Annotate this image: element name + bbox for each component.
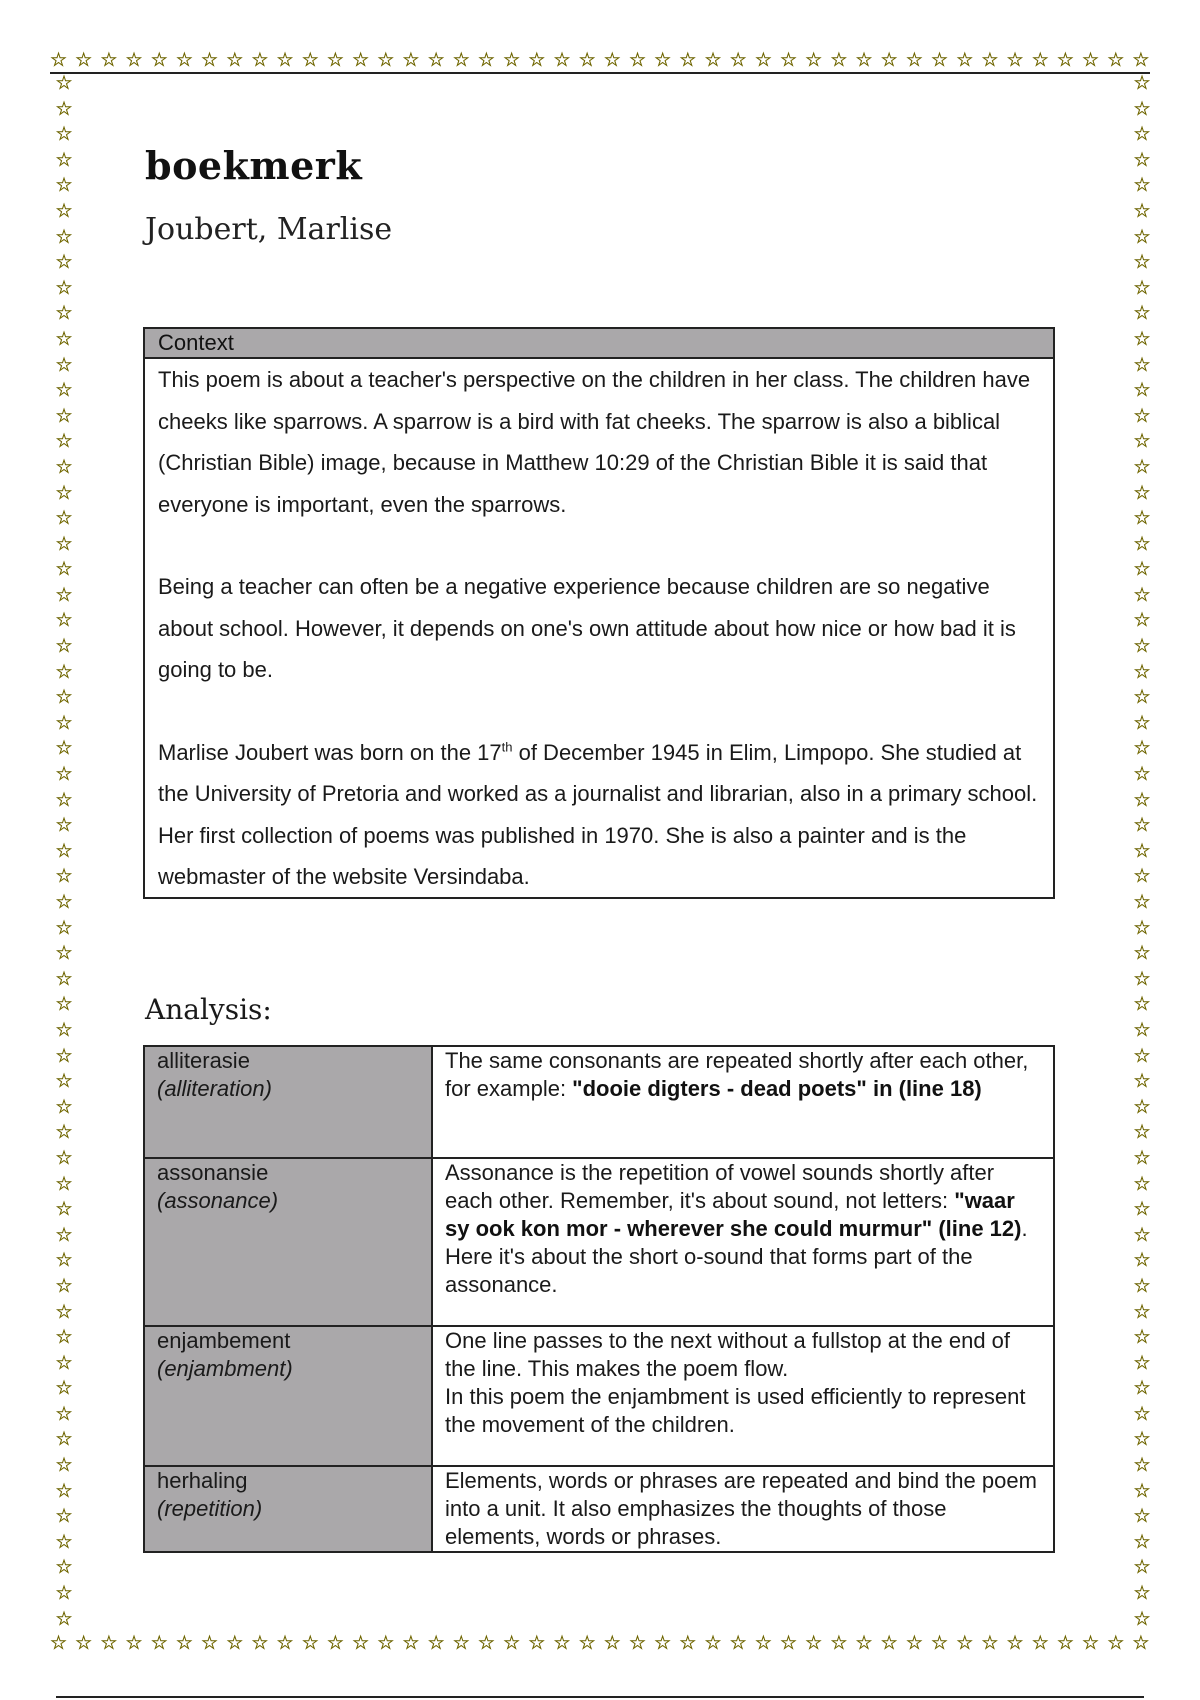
description-cell	[432, 1466, 1054, 1552]
star-icon: ☆	[402, 1631, 420, 1654]
star-icon: ☆	[55, 660, 73, 683]
description-text: . Here it's about the short o-sound that forms part of the assonance.	[445, 1216, 1028, 1297]
star-icon: ☆	[55, 1121, 73, 1144]
star-icon: ☆	[1133, 635, 1151, 658]
star-icon: ☆	[100, 48, 118, 71]
star-icon: ☆	[628, 48, 646, 71]
star-icon: ☆	[201, 1631, 219, 1654]
star-icon: ☆	[55, 1454, 73, 1477]
star-icon: ☆	[754, 1631, 772, 1654]
star-icon: ☆	[55, 1223, 73, 1246]
star-icon: ☆	[1132, 48, 1150, 71]
star-icon: ☆	[855, 1631, 873, 1654]
star-icon: ☆	[50, 1631, 68, 1654]
star-icon: ☆	[956, 1631, 974, 1654]
star-icon: ☆	[55, 583, 73, 606]
term-name: assonansie	[157, 1160, 269, 1185]
star-icon: ☆	[1133, 1402, 1151, 1425]
context-body	[145, 359, 1053, 898]
star-icon: ☆	[503, 48, 521, 71]
star-icon: ☆	[1133, 430, 1151, 453]
star-icon: ☆	[1133, 97, 1151, 120]
star-icon: ☆	[1133, 583, 1151, 606]
star-icon: ☆	[1133, 865, 1151, 888]
star-icon: ☆	[55, 788, 73, 811]
star-icon: ☆	[729, 48, 747, 71]
star-icon: ☆	[55, 1556, 73, 1579]
star-icon: ☆	[704, 1631, 722, 1654]
star-icon: ☆	[1133, 1274, 1151, 1297]
star-icon: ☆	[55, 72, 73, 94]
star-icon: ☆	[175, 48, 193, 71]
star-icon: ☆	[503, 1631, 521, 1654]
star-icon: ☆	[1133, 1146, 1151, 1169]
star-icon: ☆	[251, 48, 269, 71]
star-icon: ☆	[603, 48, 621, 71]
star-icon: ☆	[55, 865, 73, 888]
star-icon: ☆	[427, 1631, 445, 1654]
star-icon: ☆	[301, 48, 319, 71]
star-icon: ☆	[931, 1631, 949, 1654]
star-icon: ☆	[1133, 737, 1151, 760]
star-icon: ☆	[1133, 814, 1151, 837]
star-icon: ☆	[452, 48, 470, 71]
table-row	[144, 1158, 1054, 1326]
star-icon: ☆	[55, 1351, 73, 1374]
star-icon: ☆	[226, 48, 244, 71]
analysis-table	[143, 1045, 1055, 1553]
star-icon: ☆	[1082, 48, 1100, 71]
table-row	[144, 1046, 1054, 1158]
star-icon: ☆	[553, 1631, 571, 1654]
star-icon: ☆	[55, 1402, 73, 1425]
star-icon: ☆	[905, 48, 923, 71]
star-icon: ☆	[55, 174, 73, 197]
star-icon: ☆	[1133, 1300, 1151, 1323]
description-cell	[432, 1326, 1054, 1466]
context-paragraph: Being a teacher can often be a negative experience because children are so negative about school. However, it depends on one's own attitude about how nice or how bad it is going to be.	[158, 574, 1016, 682]
star-icon: ☆	[251, 1631, 269, 1654]
star-icon: ☆	[150, 1631, 168, 1654]
description-cell	[432, 1046, 1054, 1158]
bio-ordinal-suffix: th	[501, 739, 513, 755]
star-icon: ☆	[301, 1631, 319, 1654]
star-icon: ☆	[55, 711, 73, 734]
star-icon: ☆	[352, 48, 370, 71]
star-icon: ☆	[55, 302, 73, 325]
star-icon: ☆	[226, 1631, 244, 1654]
star-icon: ☆	[1133, 916, 1151, 939]
star-icon: ☆	[75, 1631, 93, 1654]
star-icon: ☆	[1133, 353, 1151, 376]
star-icon: ☆	[55, 1607, 73, 1630]
star-icon: ☆	[55, 1326, 73, 1349]
star-icon: ☆	[1133, 942, 1151, 965]
star-icon: ☆	[55, 353, 73, 376]
star-icon: ☆	[1133, 72, 1151, 94]
star-icon: ☆	[1133, 455, 1151, 478]
star-icon: ☆	[1133, 660, 1151, 683]
star-border-bottom	[50, 1631, 1150, 1655]
star-icon: ☆	[553, 48, 571, 71]
page-title: boekmerk	[145, 143, 363, 188]
star-icon: ☆	[1133, 148, 1151, 171]
star-icon: ☆	[276, 1631, 294, 1654]
star-icon: ☆	[805, 1631, 823, 1654]
star-icon: ☆	[830, 1631, 848, 1654]
star-icon: ☆	[55, 148, 73, 171]
star-icon: ☆	[1133, 1326, 1151, 1349]
star-icon: ☆	[55, 1582, 73, 1605]
star-icon: ☆	[55, 993, 73, 1016]
star-icon: ☆	[1133, 532, 1151, 555]
star-icon: ☆	[55, 1044, 73, 1067]
star-icon: ☆	[1133, 993, 1151, 1016]
star-icon: ☆	[1133, 327, 1151, 350]
star-icon: ☆	[452, 1631, 470, 1654]
star-icon: ☆	[1133, 1351, 1151, 1374]
star-icon: ☆	[1133, 1172, 1151, 1195]
star-icon: ☆	[125, 48, 143, 71]
star-icon: ☆	[1133, 379, 1151, 402]
star-icon: ☆	[956, 48, 974, 71]
star-icon: ☆	[1133, 302, 1151, 325]
star-icon: ☆	[1133, 1095, 1151, 1118]
star-icon: ☆	[55, 942, 73, 965]
star-icon: ☆	[1133, 891, 1151, 913]
star-icon: ☆	[201, 48, 219, 71]
context-paragraph: This poem is about a teacher's perspective on the children in her class. The children have cheeks like sparrows. A sparrow is a bird with fat cheeks. The sparrow is also a biblical (Christian Bible) image, because in Matthew 10:29 of the Christian Bible it is said that everyone is important, even the sparrows.	[158, 367, 1031, 517]
star-border-left	[52, 74, 76, 1629]
star-icon: ☆	[981, 1631, 999, 1654]
star-icon: ☆	[55, 276, 73, 299]
star-icon: ☆	[830, 48, 848, 71]
star-icon: ☆	[55, 327, 73, 350]
table-row	[144, 1466, 1054, 1552]
star-icon: ☆	[55, 1274, 73, 1297]
star-icon: ☆	[75, 48, 93, 71]
star-icon: ☆	[1133, 251, 1151, 274]
star-icon: ☆	[55, 814, 73, 837]
star-border-right	[1130, 74, 1154, 1629]
star-icon: ☆	[55, 1146, 73, 1169]
star-icon: ☆	[55, 430, 73, 453]
star-icon: ☆	[477, 48, 495, 71]
star-icon: ☆	[1133, 1607, 1151, 1630]
star-icon: ☆	[1056, 1631, 1074, 1654]
star-icon: ☆	[1107, 1631, 1125, 1654]
star-icon: ☆	[125, 1631, 143, 1654]
star-icon: ☆	[603, 1631, 621, 1654]
star-icon: ☆	[1132, 1631, 1150, 1654]
star-icon: ☆	[1133, 967, 1151, 990]
star-icon: ☆	[1133, 1428, 1151, 1451]
star-icon: ☆	[1006, 1631, 1024, 1654]
term-translation: (enjambment)	[157, 1356, 293, 1381]
star-icon: ☆	[55, 481, 73, 504]
star-icon: ☆	[1133, 199, 1151, 222]
star-icon: ☆	[55, 1428, 73, 1451]
term-name: enjambement	[157, 1328, 291, 1353]
star-icon: ☆	[55, 1249, 73, 1272]
star-icon: ☆	[578, 1631, 596, 1654]
star-icon: ☆	[50, 48, 68, 71]
star-icon: ☆	[1031, 1631, 1049, 1654]
star-icon: ☆	[55, 1018, 73, 1041]
star-icon: ☆	[55, 1479, 73, 1502]
star-icon: ☆	[1133, 276, 1151, 299]
star-icon: ☆	[679, 1631, 697, 1654]
star-icon: ☆	[55, 609, 73, 632]
star-icon: ☆	[477, 1631, 495, 1654]
star-icon: ☆	[55, 737, 73, 760]
star-icon: ☆	[55, 1172, 73, 1195]
star-icon: ☆	[55, 1070, 73, 1093]
star-icon: ☆	[1133, 225, 1151, 248]
star-icon: ☆	[1056, 48, 1074, 71]
star-icon: ☆	[55, 1530, 73, 1553]
star-icon: ☆	[805, 48, 823, 71]
term-translation: (repetition)	[157, 1496, 263, 1521]
star-icon: ☆	[55, 1300, 73, 1323]
star-icon: ☆	[55, 404, 73, 427]
author-name: Joubert, Marlise	[145, 212, 393, 247]
bio-text-start: Marlise Joubert was born on the 17	[158, 739, 502, 765]
star-icon: ☆	[1133, 1121, 1151, 1144]
term-cell	[144, 1466, 432, 1552]
star-icon: ☆	[1133, 481, 1151, 504]
star-icon: ☆	[55, 455, 73, 478]
star-icon: ☆	[1107, 48, 1125, 71]
star-icon: ☆	[1133, 711, 1151, 734]
analysis-heading: Analysis:	[145, 993, 272, 1026]
term-cell	[144, 1326, 432, 1466]
star-icon: ☆	[880, 1631, 898, 1654]
star-icon: ☆	[1133, 507, 1151, 530]
star-icon: ☆	[528, 1631, 546, 1654]
star-icon: ☆	[1133, 1582, 1151, 1605]
star-border-top	[50, 48, 1150, 74]
star-icon: ☆	[55, 1505, 73, 1528]
star-icon: ☆	[1133, 404, 1151, 427]
star-icon: ☆	[55, 251, 73, 274]
footer-rule	[56, 1696, 1144, 1698]
star-icon: ☆	[1133, 1018, 1151, 1041]
star-icon: ☆	[377, 48, 395, 71]
star-icon: ☆	[55, 1095, 73, 1118]
star-icon: ☆	[55, 839, 73, 862]
star-icon: ☆	[905, 1631, 923, 1654]
description-text: Assonance is the repetition of vowel sounds shortly after each other. Remember, it's about sound, not letters:	[445, 1160, 995, 1213]
star-icon: ☆	[1133, 1454, 1151, 1477]
star-icon: ☆	[628, 1631, 646, 1654]
star-icon: ☆	[55, 532, 73, 555]
star-icon: ☆	[352, 1631, 370, 1654]
term-name: alliterasie	[157, 1048, 250, 1073]
star-icon: ☆	[1133, 1530, 1151, 1553]
star-icon: ☆	[1133, 763, 1151, 786]
star-icon: ☆	[55, 916, 73, 939]
star-icon: ☆	[55, 97, 73, 120]
star-icon: ☆	[150, 48, 168, 71]
star-icon: ☆	[1133, 1505, 1151, 1528]
description-text: In this poem the enjambment is used efficiently to represent the movement of the children.	[445, 1384, 1026, 1437]
star-icon: ☆	[855, 48, 873, 71]
star-icon: ☆	[779, 48, 798, 71]
star-icon: ☆	[1133, 174, 1151, 197]
star-icon: ☆	[779, 1631, 798, 1654]
star-icon: ☆	[1133, 1556, 1151, 1579]
example-quote: "dooie digters - dead poets" in (line 18)	[572, 1076, 982, 1101]
star-icon: ☆	[654, 48, 672, 71]
star-icon: ☆	[1082, 1631, 1100, 1654]
term-cell	[144, 1046, 432, 1158]
star-icon: ☆	[55, 763, 73, 786]
star-icon: ☆	[55, 686, 73, 709]
star-icon: ☆	[1133, 123, 1151, 146]
star-icon: ☆	[679, 48, 697, 71]
star-icon: ☆	[528, 48, 546, 71]
context-box	[143, 327, 1055, 899]
star-icon: ☆	[1133, 1223, 1151, 1246]
description-text: Elements, words or phrases are repeated and bind the poem into a unit. It also emphasizes the thoughts of those elements, words or phrases.	[445, 1468, 1037, 1549]
star-icon: ☆	[1031, 48, 1049, 71]
star-icon: ☆	[1133, 1377, 1151, 1400]
star-icon: ☆	[427, 48, 445, 71]
context-bio-paragraph	[158, 732, 1041, 898]
star-icon: ☆	[704, 48, 722, 71]
star-icon: ☆	[55, 1198, 73, 1221]
star-icon: ☆	[55, 225, 73, 248]
star-icon: ☆	[729, 1631, 747, 1654]
description-text: One line passes to the next without a fullstop at the end of the line. This makes the poem flow.	[445, 1328, 1011, 1381]
bio-text-end: of December 1945 in Elim, Limpopo. She studied at the University of Pretoria and worked as a journalist and librarian, also in a primary school. Her first collection of poems was published in 1970. She is also a painter and is the webmaster of the website Versindaba.	[158, 739, 1038, 889]
description-cell	[432, 1158, 1054, 1326]
star-icon: ☆	[1133, 839, 1151, 862]
star-icon: ☆	[880, 48, 898, 71]
star-icon: ☆	[100, 1631, 118, 1654]
star-icon: ☆	[1133, 1070, 1151, 1093]
example-quote: "waar sy ook kon mor - wherever she could murmur" (line 12)	[445, 1188, 1022, 1241]
star-icon: ☆	[175, 1631, 193, 1654]
term-translation: (alliteration)	[157, 1076, 272, 1101]
star-icon: ☆	[931, 48, 949, 71]
star-icon: ☆	[55, 1377, 73, 1400]
star-icon: ☆	[326, 1631, 344, 1654]
star-icon: ☆	[1133, 788, 1151, 811]
term-cell	[144, 1158, 432, 1326]
star-icon: ☆	[1133, 558, 1151, 581]
star-icon: ☆	[55, 558, 73, 581]
star-icon: ☆	[578, 48, 596, 71]
star-icon: ☆	[1006, 48, 1024, 71]
star-icon: ☆	[1133, 1479, 1151, 1502]
star-icon: ☆	[377, 1631, 395, 1654]
star-icon: ☆	[1133, 1249, 1151, 1272]
table-row	[144, 1326, 1054, 1466]
star-icon: ☆	[55, 507, 73, 530]
star-icon: ☆	[1133, 1044, 1151, 1067]
star-icon: ☆	[55, 199, 73, 222]
star-icon: ☆	[55, 379, 73, 402]
star-icon: ☆	[1133, 686, 1151, 709]
star-icon: ☆	[326, 48, 344, 71]
star-icon: ☆	[55, 635, 73, 658]
star-icon: ☆	[276, 48, 294, 71]
star-icon: ☆	[55, 123, 73, 146]
star-icon: ☆	[981, 48, 999, 71]
term-translation: (assonance)	[157, 1188, 279, 1213]
context-header: Context	[145, 329, 1053, 359]
star-icon: ☆	[55, 891, 73, 913]
star-icon: ☆	[654, 1631, 672, 1654]
star-icon: ☆	[1133, 609, 1151, 632]
star-icon: ☆	[1133, 1198, 1151, 1221]
description-text: The same consonants are repeated shortly after each other, for example:	[445, 1048, 1029, 1101]
star-icon: ☆	[402, 48, 420, 71]
star-icon: ☆	[754, 48, 772, 71]
star-icon: ☆	[55, 967, 73, 990]
term-name: herhaling	[157, 1468, 248, 1493]
